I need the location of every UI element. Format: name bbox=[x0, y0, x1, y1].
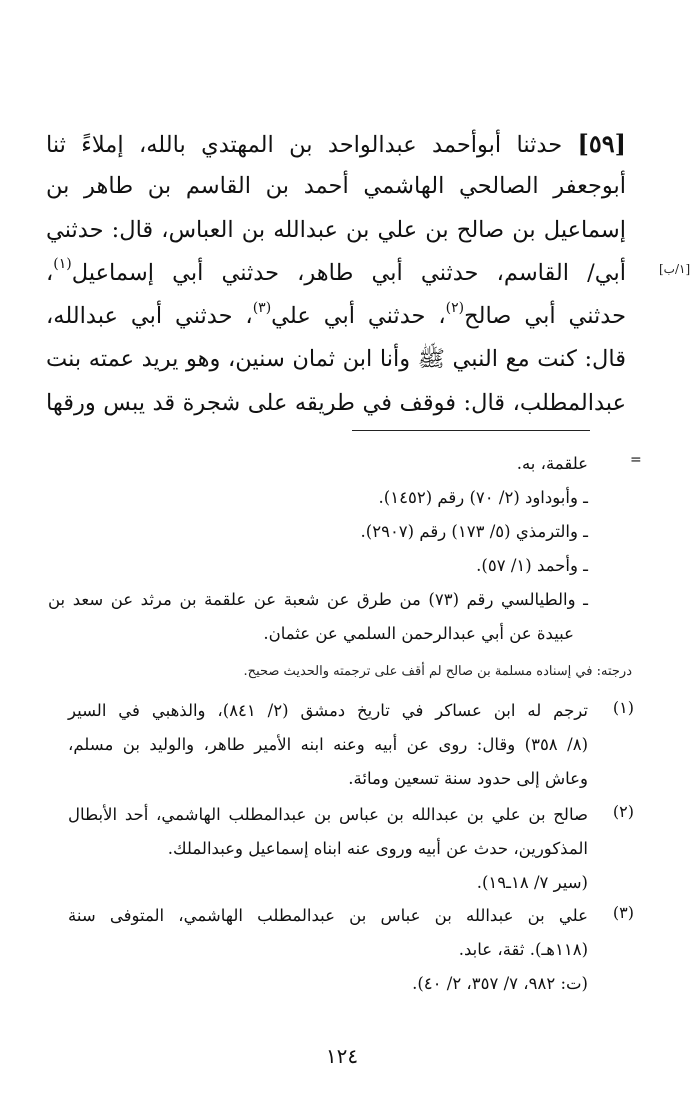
footnote-line: (سير ٧/ ١٨ـ١٩). bbox=[476, 873, 588, 892]
grade-note: درجته: في إسناده مسلمة بن صالح لم أقف على ترجمته والحديث صحيح. bbox=[243, 664, 632, 679]
main-line-4: أبي/ القاسم، حدثني أبي طاهر، حدثني أبي إسماعيل$^{(١)}$، bbox=[46, 256, 626, 286]
continued-footnote-line: ـ والترمذي (٥/ ١٧٣) رقم (٢٩٠٧). bbox=[360, 522, 588, 541]
hadith-number: [٥٩] bbox=[577, 129, 626, 158]
hadith-text bbox=[46, 122, 626, 425]
footnote-line: علي بن عبدالله بن عباس بن عبدالمطلب الهاشمي، المتوفى سنة bbox=[68, 906, 588, 925]
footnote-3 bbox=[68, 899, 588, 1001]
footnote-1 bbox=[68, 694, 588, 796]
footnote-line: صالح بن علي بن عبدالله بن عباس بن عبدالمطلب الهاشمي، أحد الأبطال bbox=[68, 805, 588, 824]
continued-footnote-line: ـ وأبوداود (٢/ ٧٠) رقم (١٤٥٢). bbox=[378, 488, 588, 507]
main-line-5: حدثني أبي صالح$^{(٢)}$، حدثني أبي علي$^{(٣)}$، حدثني أبي عبدالله، bbox=[46, 299, 627, 330]
footnote-ref-1: (١) bbox=[53, 256, 72, 273]
footnote-number-3: (٣) bbox=[612, 903, 634, 922]
main-line-2: أبوجعفر الصالحي الهاشمي أحمد بن القاسم بن طاهر بن bbox=[46, 173, 626, 200]
footnote-separator bbox=[352, 430, 590, 431]
footnote-line: (٨/ ٣٥٨) وقال: روى عن أبيه وعنه ابنه الأمير طاهر، والوليد بن مسلم، bbox=[68, 735, 588, 754]
footnote-2 bbox=[68, 798, 588, 900]
main-line-7: عبدالمطلب، قال: فوقف في طريقه على شجرة قد يبس ورقها bbox=[46, 389, 626, 416]
main-line-6: قال: كنت مع النبي ﷺ وأنا ابن ثمان سنين، وهو يريد عمته بنت bbox=[46, 346, 626, 373]
footnote-line: (١١٨هـ). ثقة، عابد. bbox=[458, 940, 588, 959]
page-number: ١٢٤ bbox=[325, 1044, 359, 1068]
main-line-1: [٥٩] حدثنا أبوأحمد عبدالواحد بن المهتدي بالله، إملاءً ثنا bbox=[46, 129, 626, 158]
footnote-line: (ت: ٩٨٢، ٧/ ٣٥٧، ٢/ ٤٠). bbox=[412, 974, 588, 993]
continued-footnote-line: عبيدة عن أبي عبدالرحمن السلمي عن عثمان. bbox=[263, 624, 574, 643]
manuscript-folio-marker: [١/ب] bbox=[659, 262, 690, 276]
continuation-marker: = bbox=[630, 452, 642, 468]
footnote-ref-3: (٣) bbox=[252, 299, 272, 316]
footnote-ref-2: (٢) bbox=[445, 299, 465, 316]
footnote-line: وعاش إلى حدود سنة تسعين ومائة. bbox=[348, 769, 588, 788]
continued-footnote-line: ـ والطيالسي رقم (٧٣) من طرق عن شعبة عن علقمة بن مرثد عن سعد بن bbox=[48, 590, 588, 609]
footnote-number-2: (٢) bbox=[612, 802, 634, 821]
footnote-line: ترجم له ابن عساكر في تاريخ دمشق (٢/ ٨٤١)، والذهبي في السير bbox=[68, 701, 589, 720]
continued-footnote-tail bbox=[48, 583, 588, 651]
footnote-number-1: (١) bbox=[612, 698, 634, 717]
continued-footnote-line: علقمة، به. bbox=[516, 454, 588, 473]
continued-footnote-line: ـ وأحمد (١/ ٥٧). bbox=[476, 556, 588, 575]
footnote-line: المذكورين، حدث عن أبيه وروى عنه ابناه إسماعيل وعبدالملك. bbox=[167, 839, 588, 858]
main-line-3: إسماعيل بن صالح بن علي بن عبدالله بن العباس، قال: حدثني bbox=[46, 216, 626, 243]
continued-footnote bbox=[48, 447, 588, 583]
